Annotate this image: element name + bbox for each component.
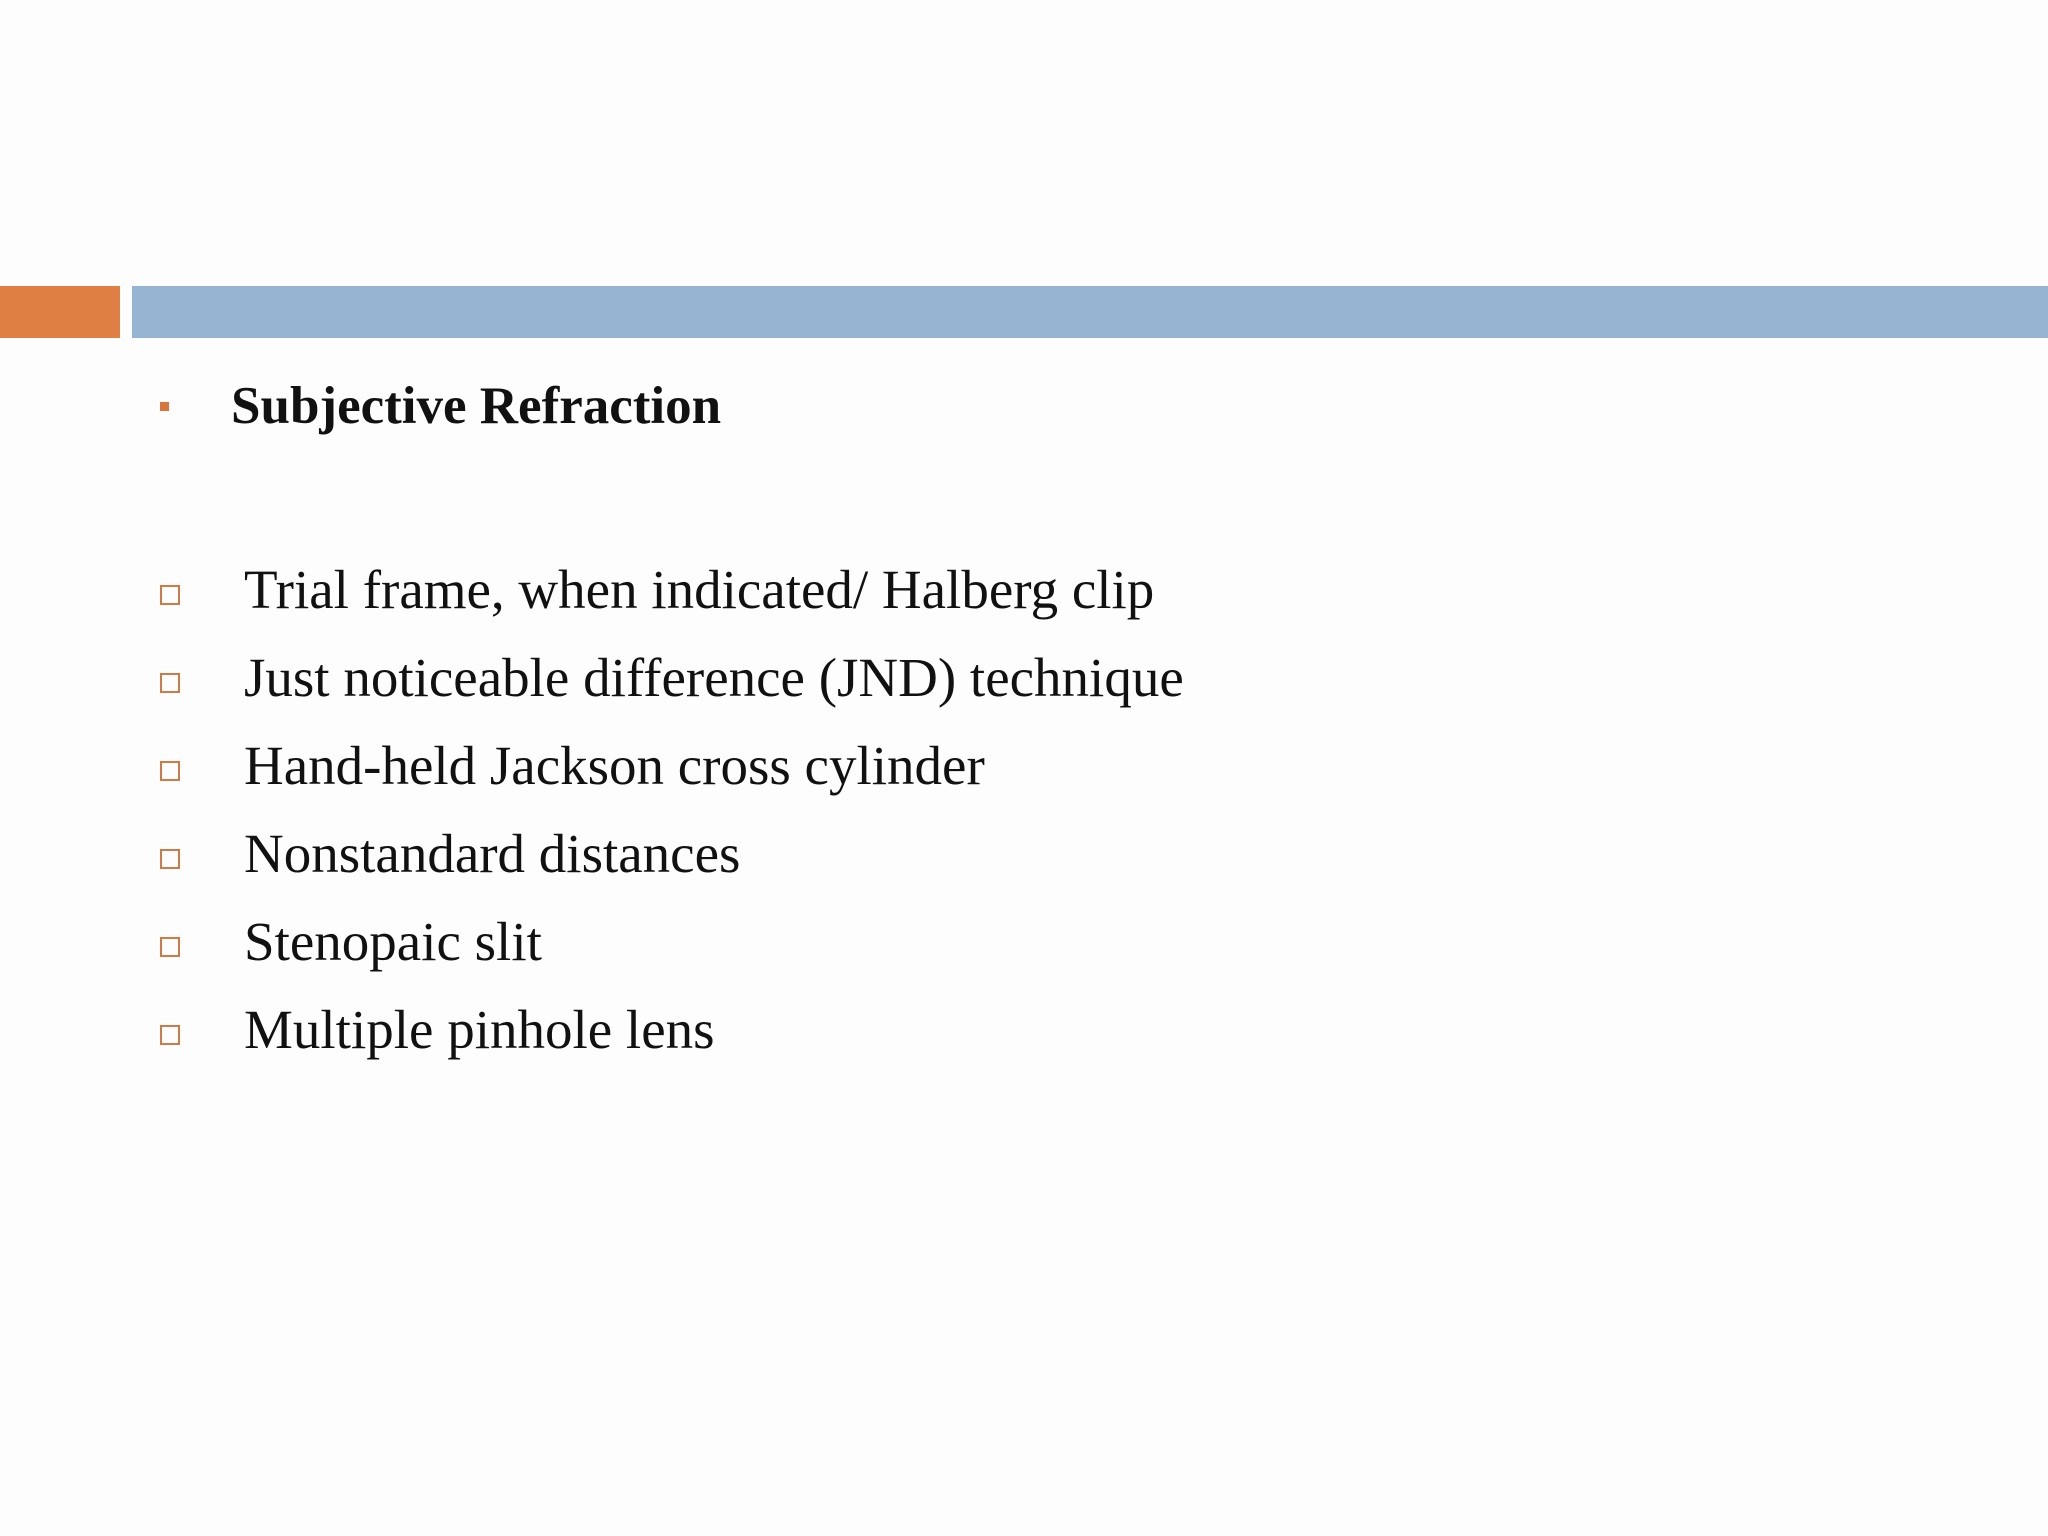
hollow-square-bullet-icon: [160, 673, 180, 693]
slide-heading: [160, 370, 721, 442]
list-item-text: Nonstandard distances: [244, 823, 741, 884]
list-item: [160, 634, 1184, 722]
list-item: [160, 810, 1184, 898]
bullet-list: [160, 546, 1184, 1074]
hollow-square-bullet-icon: [160, 585, 180, 605]
list-item: [160, 898, 1184, 986]
accent-bar-orange: [0, 286, 120, 338]
heading-text: Subjective Refraction: [231, 377, 722, 435]
hollow-square-bullet-icon: [160, 849, 180, 869]
accent-bar-blue: [132, 286, 2048, 338]
list-item-text: Trial frame, when indicated/ Halberg clip: [244, 559, 1155, 620]
list-item-text: Multiple pinhole lens: [244, 999, 715, 1060]
list-item-text: Stenopaic slit: [244, 911, 542, 972]
hollow-square-bullet-icon: [160, 761, 180, 781]
list-item: [160, 546, 1184, 634]
square-bullet-icon: [160, 402, 169, 411]
list-item-text: Hand-held Jackson cross cylinder: [244, 735, 985, 796]
hollow-square-bullet-icon: [160, 937, 180, 957]
list-item: [160, 722, 1184, 810]
hollow-square-bullet-icon: [160, 1025, 180, 1045]
list-item: [160, 986, 1184, 1074]
list-item-text: Just noticeable difference (JND) technique: [244, 647, 1184, 708]
